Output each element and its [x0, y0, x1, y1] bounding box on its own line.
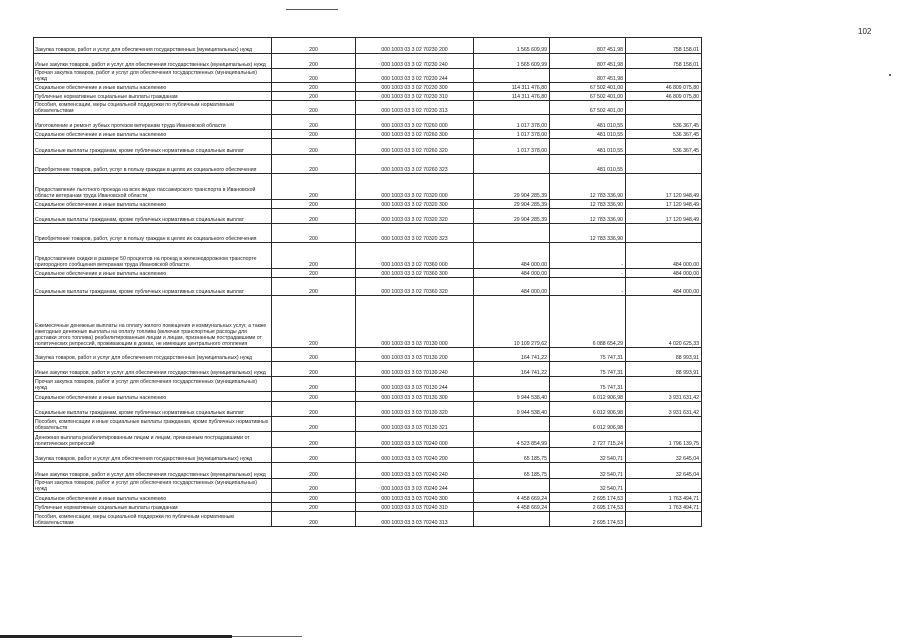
- row-line-code: 200: [272, 174, 356, 200]
- row-line-code: 200: [272, 417, 356, 432]
- row-executed-amount: -: [550, 243, 626, 269]
- row-approved-amount: [474, 479, 550, 493]
- row-executed-amount: 2 727 715,24: [550, 432, 626, 448]
- row-executed-amount: 6 012 906,98: [550, 417, 626, 432]
- row-approved-amount: 164 741,22: [474, 362, 550, 377]
- row-executed-amount: 32 540,71: [550, 463, 626, 479]
- table-row: [34, 377, 702, 392]
- row-remaining-amount: 758 158,01: [626, 54, 702, 69]
- row-name: Прочая закупка товаров, работ и услуг для обеспечения государственных (муниципальных) нужд: [34, 479, 272, 493]
- row-classification-code: 000 1003 03 3 03 70240 240: [356, 463, 474, 479]
- table-row: [34, 200, 702, 209]
- table-row: [34, 269, 702, 278]
- row-line-code: 200: [272, 209, 356, 224]
- row-line-code: 200: [272, 200, 356, 209]
- row-classification-code: 000 1003 03 3 03 70130 320: [356, 402, 474, 417]
- row-classification-code: 000 1003 03 3 03 70130 321: [356, 417, 474, 432]
- row-line-code: 200: [272, 69, 356, 83]
- row-line-code: 200: [272, 448, 356, 463]
- row-classification-code: 000 1003 03 3 02 70230 313: [356, 101, 474, 115]
- row-executed-amount: 2 695 174,53: [550, 493, 626, 503]
- row-executed-amount: 75 747,31: [550, 362, 626, 377]
- row-remaining-amount: 88 993,91: [626, 362, 702, 377]
- row-executed-amount: 481 010,55: [550, 155, 626, 174]
- table-row: [34, 278, 702, 296]
- row-name: Пособия, компенсации и иные социальные выплаты гражданам, кроме публичных нормативных обязательств: [34, 417, 272, 432]
- row-executed-amount: 2 695 174,53: [550, 512, 626, 527]
- row-executed-amount: 67 502 401,00: [550, 83, 626, 92]
- row-executed-amount: 67 502 401,00: [550, 101, 626, 115]
- table-row: [34, 479, 702, 493]
- row-approved-amount: [474, 224, 550, 243]
- row-line-code: 200: [272, 377, 356, 392]
- table-row: [34, 92, 702, 101]
- row-classification-code: 000 1003 03 3 02 70230 240: [356, 54, 474, 69]
- table-row: [34, 54, 702, 69]
- row-classification-code: 000 1003 03 3 03 70240 000: [356, 432, 474, 448]
- row-remaining-amount: 484 000,00: [626, 243, 702, 269]
- row-line-code: 200: [272, 155, 356, 174]
- row-name: Социальные выплаты гражданам, кроме публичных нормативных социальных выплат: [34, 139, 272, 155]
- row-approved-amount: [474, 512, 550, 527]
- table-row: [34, 83, 702, 92]
- row-executed-amount: 12 783 336,90: [550, 224, 626, 243]
- row-remaining-amount: 536 367,45: [626, 139, 702, 155]
- row-name: Социальные выплаты гражданам, кроме публичных нормативных социальных выплат: [34, 278, 272, 296]
- table-row: [34, 115, 702, 130]
- row-line-code: 200: [272, 115, 356, 130]
- row-remaining-amount: 484 000,00: [626, 278, 702, 296]
- row-classification-code: 000 1003 03 3 03 70130 300: [356, 392, 474, 402]
- row-remaining-amount: 4 020 625,33: [626, 296, 702, 348]
- row-name: Закупка товаров, работ и услуг для обеспечения государственных (муниципальных) нужд: [34, 38, 272, 54]
- bottom-rule-thin: [232, 636, 302, 637]
- row-name: Социальное обеспечение и иные выплаты населению: [34, 130, 272, 139]
- row-line-code: 200: [272, 479, 356, 493]
- row-line-code: 200: [272, 402, 356, 417]
- table-row: [34, 243, 702, 269]
- row-executed-amount: 32 540,71: [550, 479, 626, 493]
- row-classification-code: 000 1003 03 3 02 70320 000: [356, 174, 474, 200]
- row-approved-amount: 1 565 609,99: [474, 38, 550, 54]
- row-classification-code: 000 1003 03 3 03 70240 244: [356, 479, 474, 493]
- row-line-code: 200: [272, 362, 356, 377]
- table-row: [34, 224, 702, 243]
- table-row: [34, 296, 702, 348]
- row-classification-code: 000 1003 03 3 03 70130 240: [356, 362, 474, 377]
- row-line-code: 200: [272, 38, 356, 54]
- row-classification-code: 000 1003 03 3 03 70240 310: [356, 503, 474, 512]
- row-line-code: 200: [272, 101, 356, 115]
- row-line-code: 200: [272, 269, 356, 278]
- row-name: Социальные выплаты гражданам, кроме публичных нормативных социальных выплат: [34, 209, 272, 224]
- table-row: [34, 463, 702, 479]
- row-name: Приобретение товаров, работ, услуг в пользу граждан в целях их социального обеспечения: [34, 224, 272, 243]
- row-executed-amount: 12 783 336,90: [550, 174, 626, 200]
- row-line-code: 200: [272, 83, 356, 92]
- row-executed-amount: -: [550, 278, 626, 296]
- row-remaining-amount: 758 158,01: [626, 38, 702, 54]
- row-remaining-amount: 484 000,00: [626, 269, 702, 278]
- row-name: Социальное обеспечение и иные выплаты населению: [34, 493, 272, 503]
- row-approved-amount: 1 017 378,00: [474, 130, 550, 139]
- row-line-code: 200: [272, 54, 356, 69]
- row-line-code: 200: [272, 348, 356, 362]
- row-executed-amount: 6 088 654,29: [550, 296, 626, 348]
- row-classification-code: 000 1003 03 3 02 70260 320: [356, 139, 474, 155]
- row-remaining-amount: [626, 479, 702, 493]
- row-remaining-amount: 32 645,04: [626, 463, 702, 479]
- row-executed-amount: 6 012 906,98: [550, 402, 626, 417]
- row-name: Социальное обеспечение и иные выплаты населению: [34, 200, 272, 209]
- row-name: Социальное обеспечение и иные выплаты населению: [34, 83, 272, 92]
- table-row: [34, 69, 702, 83]
- row-approved-amount: 29 904 285,39: [474, 200, 550, 209]
- row-approved-amount: 4 458 669,24: [474, 493, 550, 503]
- row-approved-amount: 10 109 279,62: [474, 296, 550, 348]
- table-row: [34, 130, 702, 139]
- row-approved-amount: 9 944 538,40: [474, 402, 550, 417]
- row-classification-code: 000 1003 03 3 03 70240 313: [356, 512, 474, 527]
- page-number: 102: [858, 27, 872, 36]
- row-name: Закупка товаров, работ и услуг для обеспечения государственных (муниципальных) нужд: [34, 448, 272, 463]
- row-executed-amount: 75 747,31: [550, 377, 626, 392]
- row-remaining-amount: 536 367,45: [626, 130, 702, 139]
- table-row: [34, 362, 702, 377]
- row-executed-amount: 807 451,98: [550, 69, 626, 83]
- row-line-code: 200: [272, 512, 356, 527]
- table-row: [34, 448, 702, 463]
- row-classification-code: 000 1003 03 3 03 70130 000: [356, 296, 474, 348]
- row-remaining-amount: 32 645,04: [626, 448, 702, 463]
- row-name: Приобретение товаров, работ, услуг в пользу граждан в целях их социального обеспечения: [34, 155, 272, 174]
- table-row: [34, 348, 702, 362]
- row-approved-amount: 1 017 378,00: [474, 139, 550, 155]
- row-name: Социальные выплаты гражданам, кроме публичных нормативных социальных выплат: [34, 402, 272, 417]
- row-remaining-amount: [626, 69, 702, 83]
- row-approved-amount: 29 904 285,39: [474, 174, 550, 200]
- table-row: [34, 392, 702, 402]
- table-row: [34, 432, 702, 448]
- row-name: Пособия, компенсации, меры социальной поддержки по публичным нормативным обязательствам: [34, 512, 272, 527]
- row-classification-code: 000 1003 03 3 03 70130 244: [356, 377, 474, 392]
- row-line-code: 200: [272, 392, 356, 402]
- row-executed-amount: 67 502 401,00: [550, 92, 626, 101]
- row-classification-code: 000 1003 03 3 02 70260 000: [356, 115, 474, 130]
- row-approved-amount: 1 017 378,00: [474, 115, 550, 130]
- row-line-code: 200: [272, 503, 356, 512]
- row-name: Публичные нормативные социальные выплаты гражданам: [34, 503, 272, 512]
- row-line-code: 200: [272, 432, 356, 448]
- row-classification-code: 000 1003 03 3 03 70240 300: [356, 493, 474, 503]
- row-approved-amount: 484 000,00: [474, 278, 550, 296]
- row-approved-amount: 164 741,22: [474, 348, 550, 362]
- row-executed-amount: 75 747,31: [550, 348, 626, 362]
- row-approved-amount: [474, 101, 550, 115]
- row-remaining-amount: 46 809 075,80: [626, 83, 702, 92]
- row-approved-amount: 4 458 669,24: [474, 503, 550, 512]
- row-executed-amount: 481 010,55: [550, 130, 626, 139]
- row-name: Предоставление скидки в размере 50 процентов на проезд в железнодорожном транспорте пригородного сообщения ветеранам труда Ивановской области: [34, 243, 272, 269]
- row-line-code: 200: [272, 278, 356, 296]
- row-name: Публичные нормативные социальные выплаты гражданам: [34, 92, 272, 101]
- row-classification-code: 000 1003 03 3 03 70130 200: [356, 348, 474, 362]
- row-approved-amount: [474, 155, 550, 174]
- row-name: Прочая закупка товаров, работ и услуг для обеспечения государственных (муниципальных) нужд: [34, 69, 272, 83]
- row-classification-code: 000 1003 03 3 02 70230 300: [356, 83, 474, 92]
- table-row: [34, 209, 702, 224]
- row-remaining-amount: 17 120 948,49: [626, 174, 702, 200]
- table-row: [34, 493, 702, 503]
- row-approved-amount: 484 000,00: [474, 243, 550, 269]
- table-row: [34, 101, 702, 115]
- row-remaining-amount: 46 809 075,80: [626, 92, 702, 101]
- row-remaining-amount: 17 120 948,49: [626, 200, 702, 209]
- row-remaining-amount: 17 120 948,49: [626, 209, 702, 224]
- row-classification-code: 000 1003 03 3 02 70260 323: [356, 155, 474, 174]
- row-classification-code: 000 1003 03 3 02 70260 300: [356, 130, 474, 139]
- row-classification-code: 000 1003 03 3 03 70240 200: [356, 448, 474, 463]
- budget-table-body: [34, 38, 702, 527]
- row-name: Денежная выплата реабилитированным лицам и лицам, признанным пострадавшими от политических репрессий: [34, 432, 272, 448]
- row-remaining-amount: 88 993,91: [626, 348, 702, 362]
- row-name: Изготовление и ремонт зубных протезов ветеранам труда Ивановской области: [34, 115, 272, 130]
- scan-speck: [889, 74, 891, 76]
- row-remaining-amount: 536 367,45: [626, 115, 702, 130]
- row-executed-amount: 2 695 174,53: [550, 503, 626, 512]
- row-approved-amount: 65 185,75: [474, 463, 550, 479]
- table-row: [34, 417, 702, 432]
- row-approved-amount: 114 311 476,80: [474, 83, 550, 92]
- row-remaining-amount: 1 763 494,71: [626, 503, 702, 512]
- row-name: Предоставление льготного проезда на всех видах пассажирского транспорта в Ивановской области ветеранам труда Ивановской области: [34, 174, 272, 200]
- row-remaining-amount: [626, 417, 702, 432]
- row-name: Иные закупки товаров, работ и услуг для обеспечения государственных (муниципальных) нужд: [34, 54, 272, 69]
- row-line-code: 200: [272, 224, 356, 243]
- row-name: Прочая закупка товаров, работ и услуг для обеспечения государственных (муниципальных) нужд: [34, 377, 272, 392]
- row-classification-code: 000 1003 03 3 02 70230 244: [356, 69, 474, 83]
- budget-table: [33, 37, 702, 527]
- row-executed-amount: 12 783 336,90: [550, 200, 626, 209]
- row-line-code: 200: [272, 463, 356, 479]
- row-approved-amount: [474, 69, 550, 83]
- row-approved-amount: 114 311 476,80: [474, 92, 550, 101]
- row-line-code: 200: [272, 296, 356, 348]
- row-line-code: 200: [272, 243, 356, 269]
- table-row: [34, 174, 702, 200]
- top-rule: [286, 9, 338, 10]
- row-line-code: 200: [272, 493, 356, 503]
- table-row: [34, 155, 702, 174]
- row-line-code: 200: [272, 92, 356, 101]
- row-approved-amount: 1 565 609,99: [474, 54, 550, 69]
- row-classification-code: 000 1003 03 3 02 70320 320: [356, 209, 474, 224]
- row-executed-amount: 481 010,55: [550, 115, 626, 130]
- row-name: Социальное обеспечение и иные выплаты населению: [34, 269, 272, 278]
- row-executed-amount: 807 451,98: [550, 38, 626, 54]
- row-remaining-amount: 3 931 631,42: [626, 402, 702, 417]
- row-remaining-amount: 1 796 139,75: [626, 432, 702, 448]
- row-classification-code: 000 1003 03 3 02 70360 300: [356, 269, 474, 278]
- table-row: [34, 402, 702, 417]
- row-classification-code: 000 1003 03 3 02 70320 300: [356, 200, 474, 209]
- row-remaining-amount: [626, 377, 702, 392]
- row-classification-code: 000 1003 03 3 02 70320 323: [356, 224, 474, 243]
- row-approved-amount: [474, 377, 550, 392]
- row-approved-amount: 484 000,00: [474, 269, 550, 278]
- row-name: Социальное обеспечение и иные выплаты населению: [34, 392, 272, 402]
- row-name: Закупка товаров, работ и услуг для обеспечения государственных (муниципальных) нужд: [34, 348, 272, 362]
- row-remaining-amount: 1 763 494,71: [626, 493, 702, 503]
- row-approved-amount: 65 185,75: [474, 448, 550, 463]
- table-row: [34, 139, 702, 155]
- row-remaining-amount: [626, 155, 702, 174]
- row-remaining-amount: [626, 101, 702, 115]
- row-line-code: 200: [272, 139, 356, 155]
- row-approved-amount: [474, 417, 550, 432]
- row-remaining-amount: 3 931 631,42: [626, 392, 702, 402]
- row-line-code: 200: [272, 130, 356, 139]
- row-executed-amount: 6 012 906,98: [550, 392, 626, 402]
- table-row: [34, 503, 702, 512]
- row-approved-amount: 29 904 285,39: [474, 209, 550, 224]
- row-name: Иные закупки товаров, работ и услуг для обеспечения государственных (муниципальных) нужд: [34, 362, 272, 377]
- row-executed-amount: 807 451,98: [550, 54, 626, 69]
- row-executed-amount: -: [550, 269, 626, 278]
- row-name: Ежемесячные денежные выплаты на оплату жилого помещения и коммунальных услуг, а также ежегодные денежные выплаты на оплату топлива (включая транспортные расходы для доставки этого топлива) реабилитированным лицам и лицам, признанным пострадавшими от политических репрессий, проживающим в домах, не имеющих центрального отопления: [34, 296, 272, 348]
- table-row: [34, 512, 702, 527]
- row-name: Пособия, компенсации, меры социальной поддержки по публичным нормативным обязательствам: [34, 101, 272, 115]
- row-executed-amount: 481 010,55: [550, 139, 626, 155]
- row-remaining-amount: [626, 512, 702, 527]
- row-classification-code: 000 1003 03 3 02 70360 000: [356, 243, 474, 269]
- bottom-rule: [0, 635, 232, 638]
- row-classification-code: 000 1003 03 3 02 70360 320: [356, 278, 474, 296]
- table-row: [34, 38, 702, 54]
- row-approved-amount: 9 944 538,40: [474, 392, 550, 402]
- row-approved-amount: 4 523 854,99: [474, 432, 550, 448]
- row-remaining-amount: [626, 224, 702, 243]
- row-executed-amount: 32 540,71: [550, 448, 626, 463]
- row-classification-code: 000 1003 03 3 02 70230 310: [356, 92, 474, 101]
- row-name: Иные закупки товаров, работ и услуг для обеспечения государственных (муниципальных) нужд: [34, 463, 272, 479]
- row-executed-amount: 12 783 336,90: [550, 209, 626, 224]
- row-classification-code: 000 1003 03 3 02 70230 200: [356, 38, 474, 54]
